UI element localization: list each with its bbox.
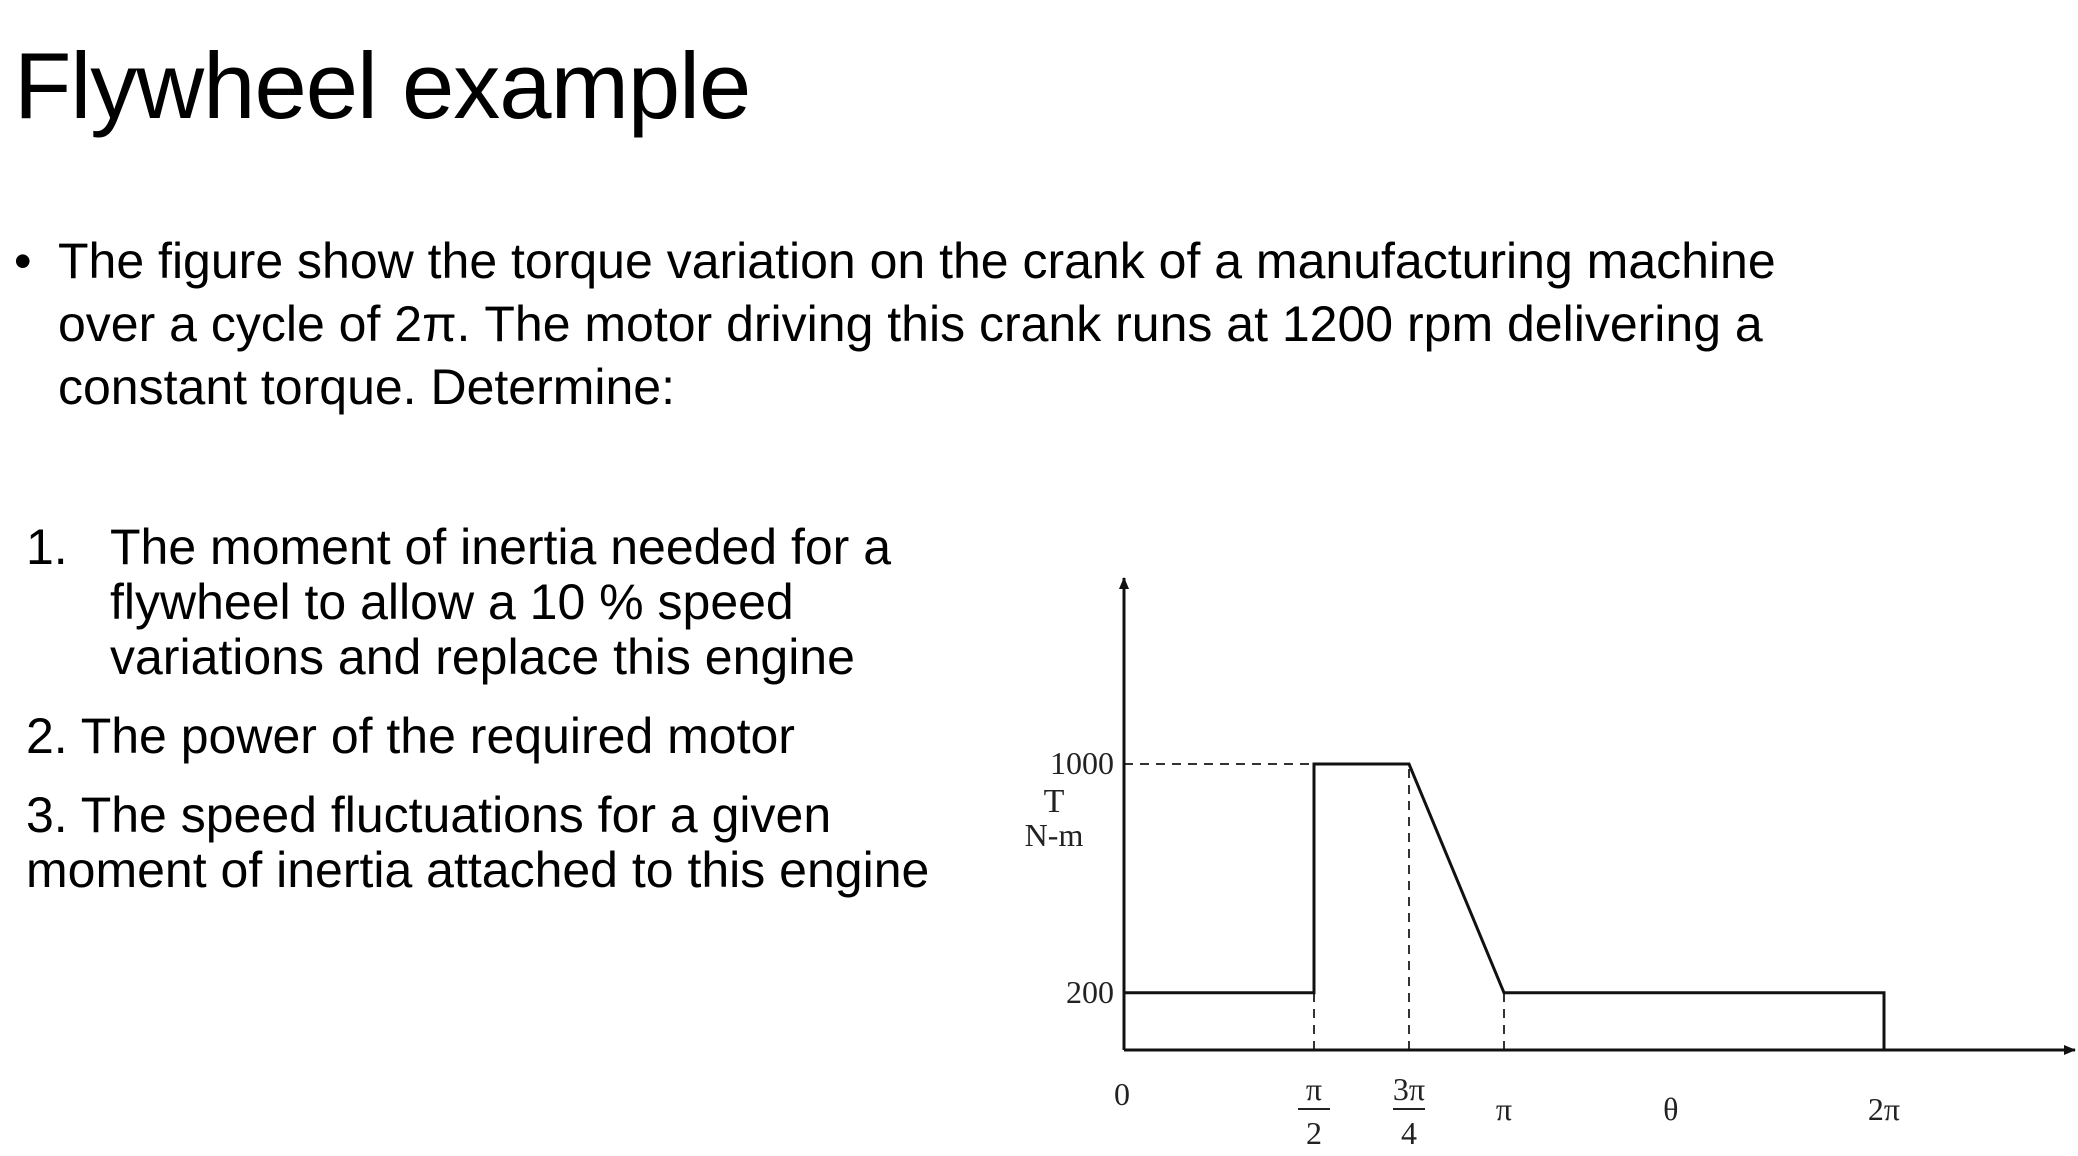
x-axis-label: θ — [1663, 1091, 1679, 1127]
y-tick-label-200: 200 — [1066, 973, 1114, 1010]
y-axis-label: T — [1043, 783, 1065, 820]
task-list — [26, 520, 1006, 922]
series-line-torque — [1124, 764, 1884, 1050]
task-number-1: 1. — [26, 519, 68, 575]
slide-title: Flywheel example — [14, 33, 751, 138]
intro-paragraph — [14, 230, 1914, 419]
x-tick-label-numerator-2: π — [1305, 1071, 1323, 1107]
x-tick-label-numerator-3: 3π — [1392, 1071, 1426, 1107]
x-tick-label-denominator-3: 4 — [1401, 1115, 1417, 1151]
x-tick-label-1: 0 — [1114, 1076, 1130, 1112]
task-text-3: The speed fluctuations for a given moment of inertia attached to this engine — [26, 787, 930, 898]
bullet-point: • — [14, 233, 32, 289]
task-text-2: The power of the required motor — [67, 708, 795, 764]
torque-chart-svg — [1000, 540, 2078, 1156]
y-tick-label-1000: 1000 — [1050, 745, 1114, 781]
task-item-2 — [26, 709, 1006, 764]
torque-chart — [1000, 540, 2078, 1156]
task-number-2: 2. — [26, 708, 68, 764]
task-text-1: The moment of inertia needed for a flywheel to allow a 10 % speed variations and replace this engine — [110, 519, 892, 685]
x-tick-label-4: π — [1495, 1091, 1513, 1127]
x-tick-label-5: 2π — [1867, 1091, 1901, 1127]
y-axis-unit-label: N-m — [1024, 817, 1084, 853]
task-item-3 — [26, 788, 1006, 898]
x-tick-label-denominator-2: 2 — [1306, 1115, 1322, 1151]
intro-text: The figure show the torque variation on the crank of a manufacturing machine over a cycle of 2π. The motor driving this crank runs at 1200 rpm delivering a constant torque. Determine: — [58, 233, 1776, 415]
task-item-1 — [26, 520, 1006, 685]
task-number-3: 3. — [26, 787, 68, 843]
